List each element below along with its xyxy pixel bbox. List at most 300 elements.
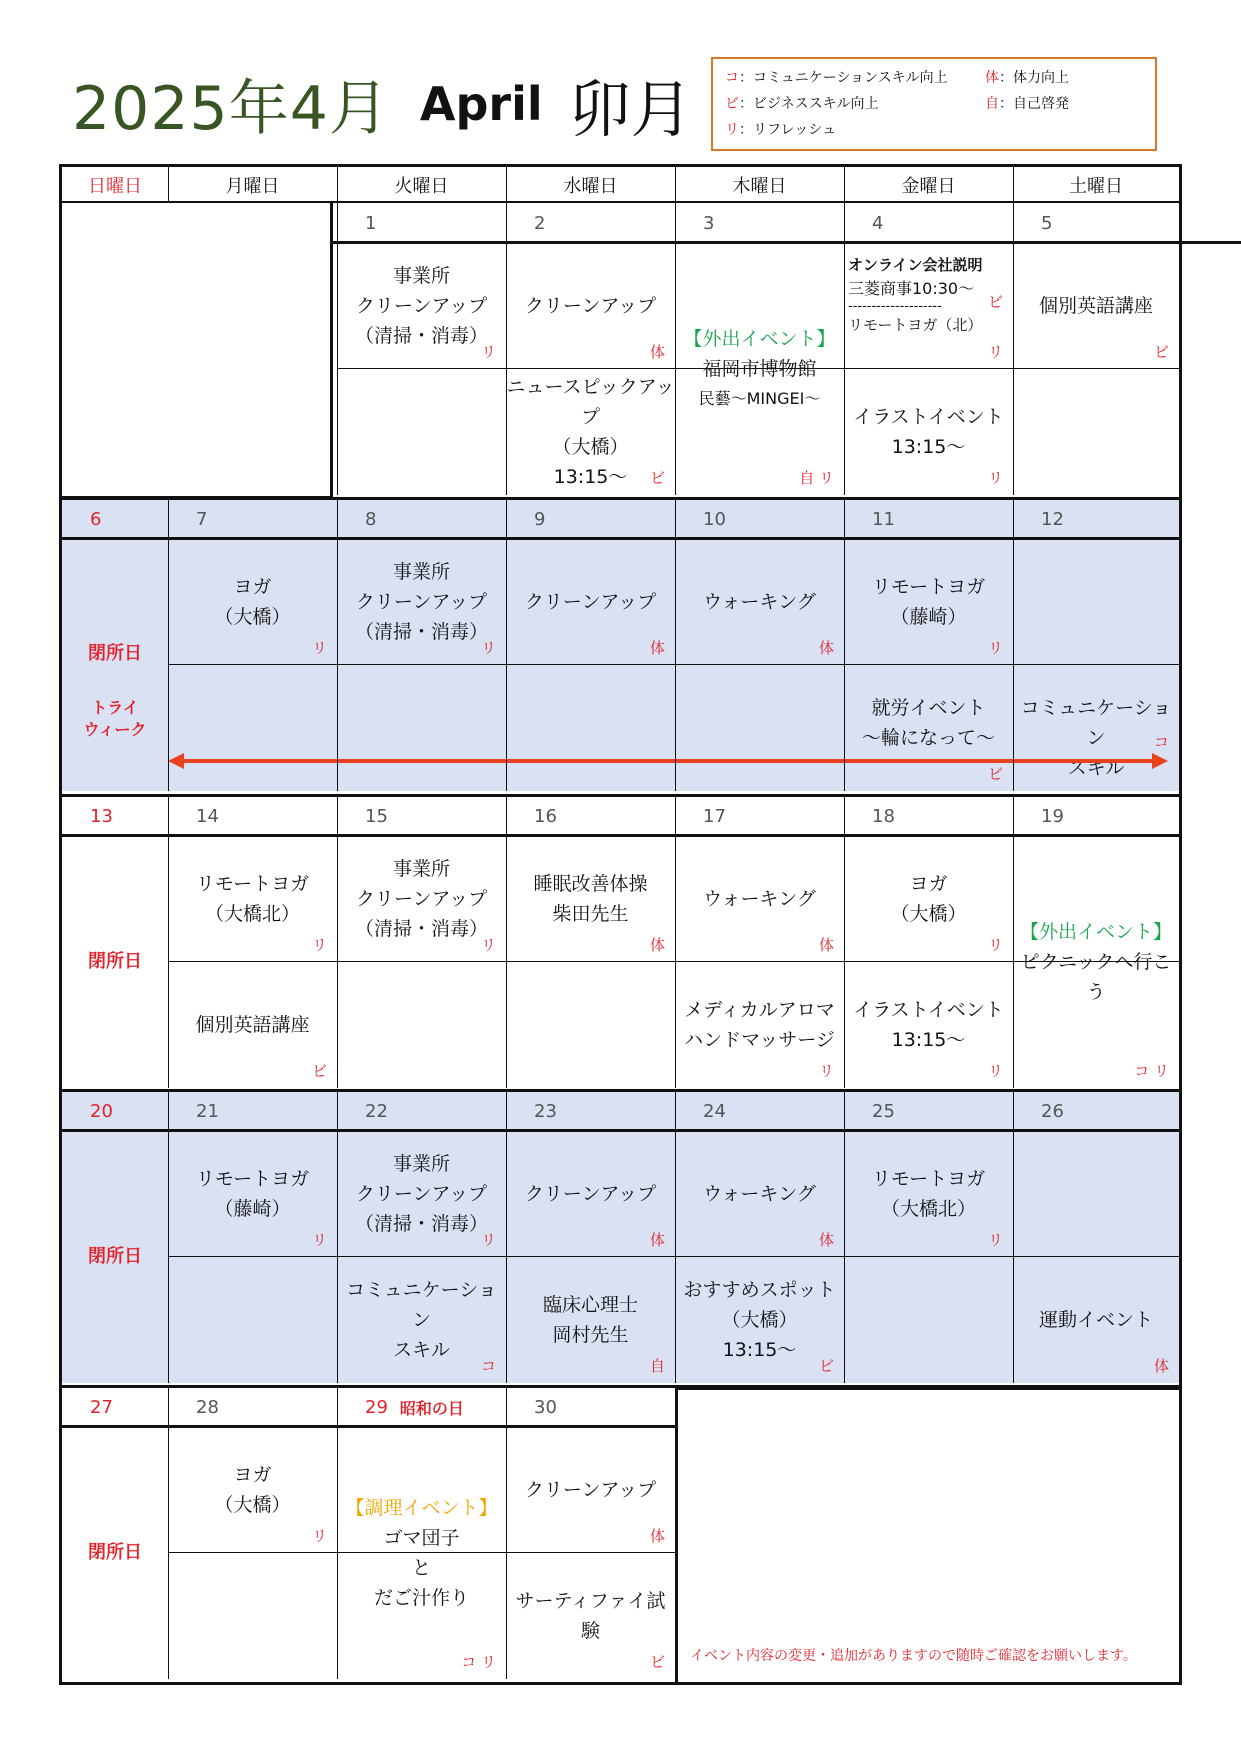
event-slot bbox=[844, 539, 1013, 665]
closed-day-label: 閉所日 bbox=[88, 1246, 142, 1267]
event-slot bbox=[506, 836, 675, 962]
category-tag: 体 bbox=[649, 936, 665, 954]
event-text: （藤崎） bbox=[214, 1198, 291, 1220]
event-slot bbox=[675, 539, 844, 665]
event-text: 事業所 bbox=[392, 561, 450, 583]
grid-line bbox=[337, 961, 506, 962]
event-text: （大橋） bbox=[214, 1494, 291, 1516]
grid-line bbox=[168, 1091, 169, 1383]
grid-line bbox=[506, 1552, 675, 1553]
event-text: ゴマ団子 bbox=[383, 1527, 460, 1549]
weekday-label: 木曜日 bbox=[732, 176, 787, 197]
weekday-label: 日曜日 bbox=[88, 176, 142, 197]
event-text: （大橋） bbox=[721, 1309, 798, 1331]
tryweek-label: トライ bbox=[91, 698, 139, 717]
event-text: （大橋北） bbox=[880, 1198, 976, 1220]
date-number: 20 bbox=[90, 1100, 113, 1122]
grid-line bbox=[675, 664, 844, 665]
grid-line bbox=[62, 1425, 675, 1428]
date-cell bbox=[337, 1387, 506, 1427]
date-number: 14 bbox=[196, 805, 219, 827]
weekday-label: 金曜日 bbox=[901, 176, 956, 197]
closed-day-cell bbox=[62, 1427, 168, 1679]
category-tag: リ bbox=[480, 639, 496, 657]
event-text: スキル bbox=[393, 1339, 450, 1361]
category-tag: 体 bbox=[649, 1231, 665, 1249]
date-number: 11 bbox=[872, 508, 895, 530]
category-tag: ビ bbox=[987, 765, 1003, 783]
date-cell bbox=[844, 499, 1013, 539]
event-slot bbox=[1013, 665, 1179, 791]
category-tag: リ bbox=[987, 343, 1003, 361]
grid-line bbox=[168, 1256, 337, 1257]
category-tag: 体 bbox=[1153, 1357, 1169, 1375]
divider: -------------------- bbox=[848, 299, 942, 314]
event-slot bbox=[168, 539, 337, 665]
date-number: 5 bbox=[1041, 212, 1053, 234]
grid-line bbox=[337, 1091, 338, 1383]
date-cell bbox=[506, 796, 675, 836]
grid-line bbox=[337, 796, 338, 1088]
category-tag: リ bbox=[311, 1527, 327, 1545]
date-cell bbox=[337, 796, 506, 836]
event-slot bbox=[675, 1131, 844, 1257]
event-slot bbox=[168, 1131, 337, 1257]
empty-slot bbox=[337, 665, 506, 791]
blank-box bbox=[62, 203, 333, 499]
date-cell bbox=[506, 1091, 675, 1131]
grid-line bbox=[337, 167, 338, 203]
event-text: （大橋） bbox=[214, 606, 291, 628]
event-text: ヨガ bbox=[909, 873, 948, 895]
event-text: ウォーキング bbox=[703, 888, 816, 910]
event-text: 三菱商事10:30～ bbox=[848, 279, 975, 298]
grid-line bbox=[168, 1387, 169, 1679]
event-text: リモートヨガ bbox=[195, 1168, 310, 1190]
grid-line bbox=[62, 1129, 1179, 1132]
grid-line bbox=[168, 664, 337, 665]
grid-line bbox=[337, 499, 338, 791]
grid-line bbox=[62, 537, 1179, 540]
category-legend bbox=[711, 57, 1157, 151]
date-number: 12 bbox=[1041, 508, 1064, 530]
grid-line bbox=[844, 961, 1013, 962]
category-tag: ビ bbox=[649, 1653, 665, 1671]
event-slot bbox=[506, 1131, 675, 1257]
event-text: クリーンアップ bbox=[355, 295, 488, 317]
event-text: クリーンアップ bbox=[355, 888, 488, 910]
weekday-header bbox=[62, 167, 168, 203]
date-number: 4 bbox=[872, 212, 884, 234]
event-tag: 【外出イベント】 bbox=[683, 328, 836, 350]
event-text: コミュニケーション bbox=[1020, 697, 1172, 749]
category-tag: 体 bbox=[818, 1231, 834, 1249]
grid-line bbox=[675, 499, 676, 791]
grid-line bbox=[844, 664, 1013, 665]
weekday-header bbox=[844, 167, 1013, 203]
grid-line bbox=[506, 499, 507, 791]
grid-line bbox=[675, 1091, 676, 1383]
event-slot bbox=[168, 1427, 337, 1553]
event-text: リモートヨガ bbox=[871, 1168, 986, 1190]
category-tag: 体 bbox=[649, 343, 665, 361]
date-number: 24 bbox=[703, 1100, 726, 1122]
event-text: 事業所 bbox=[392, 265, 450, 287]
grid-line bbox=[1013, 499, 1014, 791]
grid-line bbox=[844, 796, 845, 1088]
date-cell bbox=[62, 1387, 168, 1427]
event-text: （清掃・消毒） bbox=[354, 621, 488, 643]
event-slot bbox=[168, 836, 337, 962]
weekday-header bbox=[168, 167, 337, 203]
event-text: 事業所 bbox=[392, 858, 450, 880]
grid-line bbox=[62, 1385, 1179, 1388]
date-cell bbox=[337, 1091, 506, 1131]
event-text: ウォーキング bbox=[703, 1183, 816, 1205]
event-text: 13:15～ bbox=[553, 466, 628, 488]
date-cell bbox=[506, 499, 675, 539]
category-tag: リ bbox=[818, 1062, 834, 1080]
event-text: 民藝～MINGEI～ bbox=[698, 389, 821, 408]
category-tag: 体 bbox=[818, 639, 834, 657]
date-cell bbox=[506, 1387, 675, 1427]
event-slot bbox=[337, 1257, 506, 1383]
date-cell bbox=[62, 796, 168, 836]
weekday-label: 火曜日 bbox=[394, 176, 449, 197]
event-text: 柴田先生 bbox=[552, 903, 629, 925]
event-text: サーティファイ試験 bbox=[515, 1590, 666, 1642]
date-number: 6 bbox=[90, 508, 102, 530]
date-number: 25 bbox=[872, 1100, 895, 1122]
event-text: 岡村先生 bbox=[552, 1324, 629, 1346]
grid-line bbox=[1013, 1091, 1014, 1383]
weekday-label: 月曜日 bbox=[225, 176, 280, 197]
date-cell bbox=[337, 203, 506, 243]
event-slot bbox=[506, 369, 675, 495]
date-cell bbox=[1013, 1091, 1179, 1131]
grid-line bbox=[1013, 796, 1014, 1088]
event-slot bbox=[506, 243, 675, 369]
category-tag: リ bbox=[480, 343, 496, 361]
event-text: クリーンアップ bbox=[524, 295, 657, 317]
date-cell bbox=[1013, 499, 1179, 539]
event-text: 就労イベント bbox=[871, 697, 986, 719]
event-text: ニュースピックアップ bbox=[506, 376, 675, 428]
event-text: オンライン会社説明 bbox=[848, 256, 983, 274]
weekday-header bbox=[1013, 167, 1179, 203]
category-tag: 体 bbox=[649, 1527, 665, 1545]
grid-line bbox=[506, 961, 675, 962]
event-slot bbox=[675, 836, 844, 962]
event-tag: 【調理イベント】 bbox=[345, 1497, 498, 1519]
category-tag: リ bbox=[987, 639, 1003, 657]
date-cell bbox=[1013, 203, 1179, 243]
grid-line bbox=[337, 1256, 506, 1257]
legend-item: コ：コミュニケーションスキル向上 bbox=[725, 70, 948, 86]
weekday-header bbox=[337, 167, 506, 203]
date-cell bbox=[168, 796, 337, 836]
grid-line bbox=[675, 796, 676, 1088]
title-traditional-month: 卯月 bbox=[568, 72, 693, 146]
event-text: ピクニックへ行こう bbox=[1020, 951, 1172, 1003]
weekday-header bbox=[675, 167, 844, 203]
grid-line bbox=[506, 664, 675, 665]
event-slot bbox=[844, 369, 1013, 495]
empty-slot bbox=[675, 665, 844, 791]
closed-day-cell bbox=[62, 539, 168, 791]
event-text: だご汁作り bbox=[373, 1587, 469, 1609]
event-text: クリーンアップ bbox=[524, 1183, 657, 1205]
closed-day-label: 閉所日 bbox=[88, 1542, 142, 1563]
date-cell bbox=[1013, 796, 1179, 836]
event-slot bbox=[506, 1257, 675, 1383]
event-slot bbox=[506, 1427, 675, 1553]
category-tag: 自 bbox=[649, 1357, 665, 1375]
event-text: クリーンアップ bbox=[355, 1183, 488, 1205]
event-slot bbox=[506, 539, 675, 665]
event-text: （清掃・消毒） bbox=[354, 1213, 488, 1235]
grid-line bbox=[844, 368, 1013, 369]
grid-line bbox=[337, 203, 338, 495]
grid-line bbox=[168, 167, 169, 203]
date-number: 27 bbox=[90, 1396, 113, 1418]
empty-slot bbox=[844, 1257, 1013, 1383]
event-text: と bbox=[411, 1557, 431, 1579]
grid-line bbox=[1013, 664, 1179, 665]
weekday-label: 水曜日 bbox=[563, 176, 618, 197]
event-text: （大橋北） bbox=[204, 903, 300, 925]
grid-line bbox=[506, 1256, 675, 1257]
event-text: 13:15～ bbox=[891, 1029, 966, 1051]
legend-item: 自：自己啓発 bbox=[985, 96, 1069, 112]
event-slot bbox=[844, 1131, 1013, 1257]
page-title bbox=[72, 64, 693, 144]
calendar-grid bbox=[59, 164, 1182, 1685]
date-number: 17 bbox=[703, 805, 726, 827]
event-text: 13:15～ bbox=[722, 1339, 797, 1361]
category-tag: 体 bbox=[649, 639, 665, 657]
grid-line bbox=[506, 203, 507, 495]
empty-slot bbox=[506, 665, 675, 791]
date-cell bbox=[506, 203, 675, 243]
category-tag: リ bbox=[480, 1231, 496, 1249]
category-tag: コ リ bbox=[461, 1653, 496, 1671]
empty-slot bbox=[1013, 1131, 1179, 1257]
event-text: 福岡市博物館 bbox=[702, 358, 817, 380]
category-tag: ビ bbox=[1153, 343, 1169, 361]
grid-line bbox=[337, 1387, 338, 1679]
event-slot bbox=[675, 243, 844, 495]
date-number: 16 bbox=[534, 805, 557, 827]
event-text: リモートヨガ bbox=[871, 576, 986, 598]
date-cell bbox=[168, 1091, 337, 1131]
grid-line bbox=[675, 203, 676, 495]
date-number: 13 bbox=[90, 805, 113, 827]
event-slot bbox=[1013, 243, 1179, 369]
event-text: クリーンアップ bbox=[524, 591, 657, 613]
grid-line bbox=[337, 664, 506, 665]
grid-line bbox=[1013, 1256, 1179, 1257]
category-tag: リ bbox=[311, 1231, 327, 1249]
date-number: 7 bbox=[196, 508, 208, 530]
date-number: 9 bbox=[534, 508, 546, 530]
closed-day-label: 閉所日 bbox=[88, 643, 142, 664]
event-text: （大橋） bbox=[890, 903, 967, 925]
date-number: 28 bbox=[196, 1396, 219, 1418]
category-tag: 自 リ bbox=[799, 469, 834, 487]
event-text: ヨガ bbox=[233, 1464, 272, 1486]
event-text: 事業所 bbox=[392, 1153, 450, 1175]
grid-line bbox=[62, 1089, 1179, 1092]
date-number: 30 bbox=[534, 1396, 557, 1418]
date-number: 29 bbox=[365, 1396, 388, 1418]
grid-line bbox=[506, 1387, 507, 1679]
event-text: ハンドマッサージ bbox=[684, 1029, 835, 1051]
legend-item: ビ：ビジネススキル向上 bbox=[725, 96, 879, 112]
event-text: 運動イベント bbox=[1038, 1309, 1153, 1331]
weekday-label: 土曜日 bbox=[1069, 176, 1123, 197]
date-number: 8 bbox=[365, 508, 377, 530]
grid-line bbox=[844, 203, 845, 495]
event-text: コミュニケーション bbox=[346, 1279, 497, 1331]
event-text: イラストイベント bbox=[853, 406, 1004, 428]
event-text: （藤崎） bbox=[890, 606, 967, 628]
category-tag: リ bbox=[480, 936, 496, 954]
date-cell bbox=[168, 1387, 337, 1427]
date-number: 23 bbox=[534, 1100, 557, 1122]
date-cell bbox=[844, 1091, 1013, 1131]
event-slot bbox=[337, 836, 506, 962]
event-slot bbox=[844, 962, 1013, 1088]
event-tag: 【外出イベント】 bbox=[1019, 921, 1172, 943]
event-slot bbox=[675, 1257, 844, 1383]
event-text: （清掃・消毒） bbox=[354, 918, 488, 940]
date-number: 1 bbox=[365, 212, 377, 234]
grid-line bbox=[506, 796, 507, 1088]
date-cell bbox=[844, 796, 1013, 836]
grid-line bbox=[62, 794, 1179, 797]
legend-item: リ：リフレッシュ bbox=[725, 122, 837, 138]
date-cell bbox=[168, 499, 337, 539]
tryweek-label: ウィーク bbox=[83, 720, 147, 739]
date-number: 26 bbox=[1041, 1100, 1064, 1122]
date-cell bbox=[675, 499, 844, 539]
date-cell bbox=[844, 203, 1013, 243]
date-number: 21 bbox=[196, 1100, 219, 1122]
category-tag: リ bbox=[311, 639, 327, 657]
grid-line bbox=[333, 241, 1179, 244]
grid-line bbox=[506, 167, 507, 203]
event-text: 個別英語講座 bbox=[195, 1014, 310, 1036]
category-tag: リ bbox=[987, 469, 1003, 487]
title-year-month: 2025年4月 bbox=[72, 74, 390, 144]
event-text: 13:15～ bbox=[891, 436, 966, 458]
event-text: おすすめスポット bbox=[683, 1279, 836, 1301]
grid-line bbox=[675, 167, 676, 203]
grid-line bbox=[168, 1552, 337, 1553]
event-text: 臨床心理士 bbox=[542, 1294, 638, 1316]
event-text: リモートヨガ（北） bbox=[848, 316, 983, 334]
empty-slot bbox=[168, 665, 337, 791]
date-cell bbox=[675, 1091, 844, 1131]
date-cell bbox=[62, 1091, 168, 1131]
grid-line bbox=[337, 368, 506, 369]
grid-line bbox=[506, 1091, 507, 1383]
empty-slot bbox=[168, 1257, 337, 1383]
date-number: 10 bbox=[703, 508, 726, 530]
event-text: リモートヨガ bbox=[195, 873, 310, 895]
date-number: 19 bbox=[1041, 805, 1064, 827]
closed-day-cell bbox=[62, 1131, 168, 1383]
date-number: 15 bbox=[365, 805, 388, 827]
weekday-header bbox=[506, 167, 675, 203]
date-number: 22 bbox=[365, 1100, 388, 1122]
event-slot bbox=[844, 836, 1013, 962]
closed-day-cell bbox=[62, 836, 168, 1088]
category-tag: ビ bbox=[818, 1357, 834, 1375]
event-slot bbox=[1013, 836, 1179, 1088]
empty-slot bbox=[1013, 539, 1179, 665]
event-text: ウォーキング bbox=[703, 591, 816, 613]
event-slot bbox=[1013, 1257, 1179, 1383]
grid-line bbox=[62, 497, 1179, 500]
grid-line bbox=[675, 1256, 844, 1257]
category-tag: コ bbox=[1153, 733, 1169, 751]
event-slot bbox=[168, 962, 337, 1088]
event-text: クリーンアップ bbox=[355, 591, 488, 613]
event-slot bbox=[337, 539, 506, 665]
date-cell bbox=[675, 203, 844, 243]
date-cell bbox=[337, 499, 506, 539]
grid-line bbox=[844, 167, 845, 203]
tryweek-arrow bbox=[168, 751, 1168, 771]
event-text: ヨガ bbox=[233, 576, 272, 598]
grid-line bbox=[844, 1256, 1013, 1257]
legend-item: 体：体力向上 bbox=[985, 70, 1069, 86]
event-slot bbox=[844, 243, 1013, 369]
grid-line bbox=[844, 499, 845, 791]
category-tag: ビ bbox=[987, 293, 1003, 311]
event-text: （清掃・消毒） bbox=[354, 325, 488, 347]
event-text: 睡眠改善体操 bbox=[533, 873, 648, 895]
event-slot bbox=[337, 1427, 506, 1679]
date-number: 18 bbox=[872, 805, 895, 827]
category-tag: コ リ bbox=[1134, 1062, 1169, 1080]
event-text: イラストイベント bbox=[853, 999, 1004, 1021]
event-text: （大橋） bbox=[552, 436, 629, 458]
category-tag: 体 bbox=[818, 936, 834, 954]
grid-line bbox=[168, 499, 169, 791]
category-tag: リ bbox=[987, 1062, 1003, 1080]
category-tag: ビ bbox=[649, 469, 665, 487]
event-text: 個別英語講座 bbox=[1038, 295, 1153, 317]
event-text: クリーンアップ bbox=[524, 1479, 657, 1501]
date-number: 2 bbox=[534, 212, 546, 234]
event-slot bbox=[337, 1131, 506, 1257]
date-cell bbox=[62, 499, 168, 539]
event-text: ～輪になって～ bbox=[861, 727, 995, 749]
date-number: 3 bbox=[703, 212, 715, 234]
event-slot bbox=[506, 1553, 675, 1679]
grid-line bbox=[1013, 167, 1014, 203]
grid-line bbox=[168, 796, 169, 1088]
grid-line bbox=[168, 961, 337, 962]
date-cell bbox=[675, 796, 844, 836]
event-text: スキル bbox=[1067, 757, 1125, 779]
closed-day-label: 閉所日 bbox=[88, 951, 142, 972]
grid-line bbox=[675, 961, 844, 962]
event-slot bbox=[337, 243, 506, 369]
